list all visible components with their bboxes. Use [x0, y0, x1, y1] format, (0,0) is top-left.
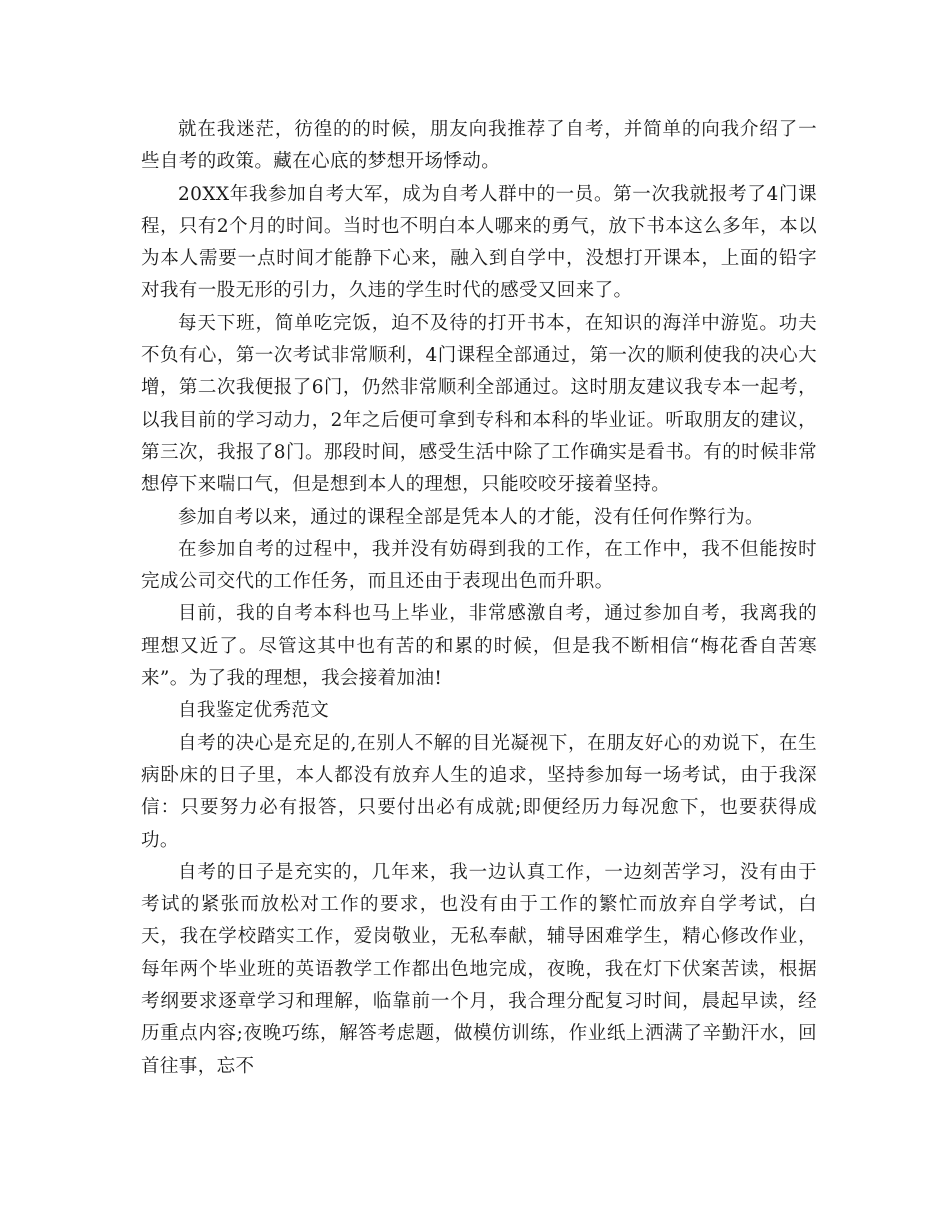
- paragraph: 20XX年我参加自考大军，成为自考人群中的一员。第一次我就报考了4门课程，只有2个月的时间。当时也不明白本人哪来的勇气，放下书本这么多年，本以为本人需要一点时间才能静下心来，融入到自学中，没想打开课本，上面的铅字对我有一股无形的引力，久违的学生时代的感受又回来了。: [141, 183, 817, 302]
- paragraph: 每天下班，简单吃完饭，迫不及待的打开书本，在知识的海洋中游览。功夫不负有心，第一次考试非常顺利，4门课程全部通过，第一次的顺利使我的决心大增，第二次我便报了6门，仍然非常顺利全部通过。这时朋友建议我专本一起考，以我目前的学习动力，2年之后便可拿到专科和本科的毕业证。听取朋友的建议，第三次，我报了8门。那段时间，感受生活中除了工作确实是看书。有的时候非常想停下来喘口气，但是想到本人的理想，只能咬咬牙接着坚持。: [141, 312, 817, 496]
- section-heading: 自我鉴定优秀范文: [178, 700, 330, 722]
- paragraph: 自考的日子是充实的，几年来，我一边认真工作，一边刻苦学习，没有由于考试的紧张而放松对工作的要求，也没有由于工作的繁忙而放弃自学考试，白天，我在学校踏实工作，爱岗敬业，无私奉献，辅导困难学生，精心修改作业，每年两个毕业班的英语教学工作都出色地完成，夜晚，我在灯下伏案苦读，根据考纲要求逐章学习和理解，临靠前一个月，我合理分配复习时间，晨起早读，经历重点内容;夜晚巧练，解答考虑题，做模仿训练，作业纸上洒满了辛勤汗水，回首往事，忘不: [141, 861, 817, 1077]
- paragraph: 在参加自考的过程中，我并没有妨碍到我的工作，在工作中，我不但能按时完成公司交代的工作任务，而且还由于表现出色而升职。: [141, 538, 817, 593]
- paragraph: 参加自考以来，通过的课程全部是凭本人的才能，没有任何作弊行为。: [178, 506, 764, 528]
- paragraph: 目前，我的自考本科也马上毕业，非常感激自考，通过参加自考，我离我的理想又近了。尽管这其中也有苦的和累的时候，但是我不断相信“梅花香自苦寒来”。为了我的理想，我会接着加油!: [141, 603, 817, 690]
- paragraph: 就在我迷茫，彷徨的的时候，朋友向我推荐了自考，并简单的向我介绍了一些自考的政策。藏在心底的梦想开场悸动。: [141, 119, 817, 173]
- document-body: [141, 114, 817, 1083]
- paragraph: 自考的决心是充足的,在别人不解的目光凝视下，在朋友好心的劝说下，在生病卧床的日子里，本人都没有放弃人生的追求，坚持参加每一场考试，由于我深信：只要努力必有报答，只要付出必有成就;即便经历力每况愈下，也要获得成功。: [141, 732, 817, 851]
